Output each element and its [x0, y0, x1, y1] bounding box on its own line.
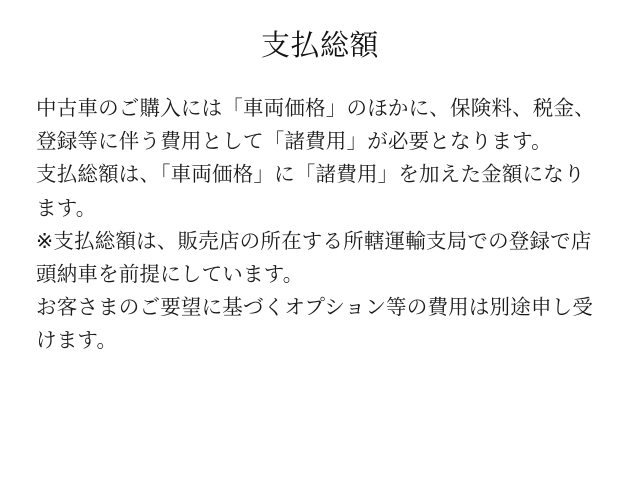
document-body	[0, 62, 640, 358]
paragraph: 支払総額は、「車両価格」に「諸費用」を加えた金額になります。	[36, 162, 585, 220]
paragraph: 中古車のご購入には「車両価格」のほかに、保険料、税金、登録等に伴う費用として「諸費用」が必要となります。	[36, 95, 595, 154]
paragraph: ※支払総額は、販売店の所在する所轄運輸支局での登録で店頭納車を前提にしています。	[36, 228, 592, 286]
paragraph: お客さまのご要望に基づくオプション等の費用は別途申し受けます。	[36, 295, 594, 353]
page-title: 支払総額	[260, 28, 379, 62]
